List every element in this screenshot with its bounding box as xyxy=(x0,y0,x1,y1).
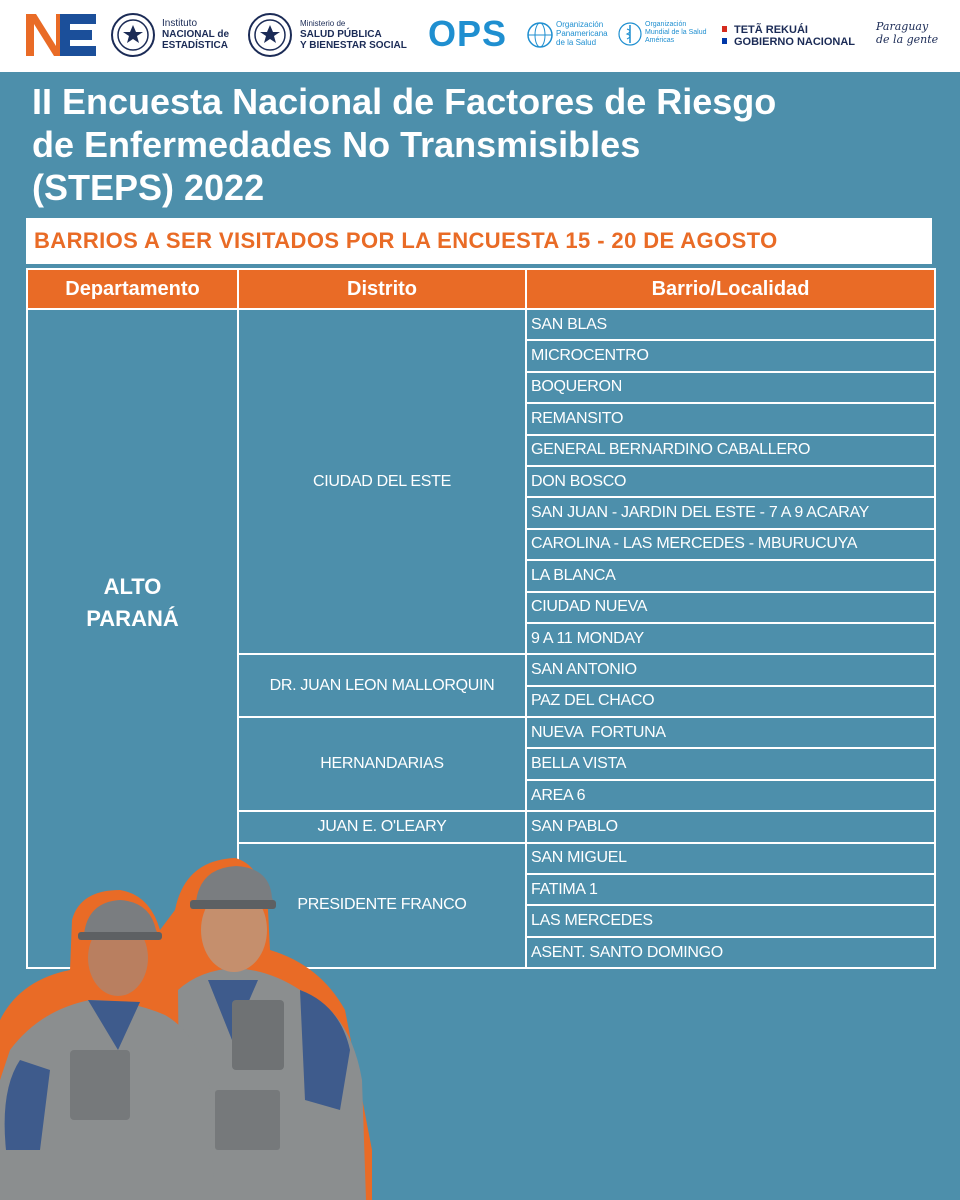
table-row xyxy=(27,309,935,340)
barrio-cell: LAS MERCEDES xyxy=(526,905,935,936)
barrio-cell: PAZ DEL CHACO xyxy=(526,686,935,717)
barrio-cell: ASENT. SANTO DOMINGO xyxy=(526,937,935,968)
barrio-cell: REMANSITO xyxy=(526,403,935,434)
barrio-cell: SAN PABLO xyxy=(526,811,935,842)
distrito-cell: CIUDAD DEL ESTE xyxy=(238,309,526,654)
header-distrito: Distrito xyxy=(238,269,526,309)
barrio-cell: MICROCENTRO xyxy=(526,340,935,371)
barrio-cell: BELLA VISTA xyxy=(526,748,935,779)
table-header-row xyxy=(27,269,935,309)
title-line-2: de Enfermedades No Transmisibles xyxy=(32,124,641,165)
barrio-cell: GENERAL BERNARDINO CABALLERO xyxy=(526,435,935,466)
oms-text: Organización Mundial de la Salud Américas xyxy=(645,21,707,44)
ops-globe-icon xyxy=(527,22,553,48)
distrito-cell: DR. JUAN LEON MALLORQUIN xyxy=(238,654,526,717)
ine-logo xyxy=(26,12,96,58)
ops-text: Organización Panamericana de la Salud xyxy=(556,20,608,47)
barrio-cell: 9 A 11 MONDAY xyxy=(526,623,935,654)
barrio-cell: FATIMA 1 xyxy=(526,874,935,905)
barrio-cell: CIUDAD NUEVA xyxy=(526,592,935,623)
title-line-3: (STEPS) 2022 xyxy=(32,167,265,208)
barrio-cell: SAN JUAN - JARDIN DEL ESTE - 7 A 9 ACARAY xyxy=(526,497,935,528)
distrito-cell: HERNANDARIAS xyxy=(238,717,526,811)
survey-workers-photo xyxy=(0,850,380,1200)
subtitle-banner xyxy=(26,218,932,264)
departamento-line-1: ALTO xyxy=(103,573,162,599)
national-seal-icon xyxy=(111,13,155,57)
header-departamento: Departamento xyxy=(27,269,238,309)
barrio-cell: SAN ANTONIO xyxy=(526,654,935,685)
barrio-cell: BOQUERON xyxy=(526,372,935,403)
distrito-cell: JUAN E. O'LEARY xyxy=(238,811,526,842)
barrio-cell: SAN MIGUEL xyxy=(526,843,935,874)
barrio-cell: NUEVA FORTUNA xyxy=(526,717,935,748)
barrio-cell: AREA 6 xyxy=(526,780,935,811)
who-globe-icon xyxy=(618,22,642,46)
header-barrio: Barrio/Localidad xyxy=(526,269,935,309)
barrio-cell: LA BLANCA xyxy=(526,560,935,591)
distrito-cell: PRESIDENTE FRANCO xyxy=(238,843,526,969)
logo-bar xyxy=(0,0,960,72)
barrio-cell: CAROLINA - LAS MERCEDES - MBURUCUYA xyxy=(526,529,935,560)
paraguay-de-la-gente-text: Paraguay de la gente xyxy=(876,20,939,46)
ministerio-salud-text: Ministerio de SALUD PÚBLICA Y BIENESTAR SOCIAL xyxy=(300,19,407,51)
barrio-cell: SAN BLAS xyxy=(526,309,935,340)
subtitle: BARRIOS A SER VISITADOS POR LA ENCUESTA 15 - 20 DE AGOSTO xyxy=(34,228,778,253)
departamento-line-2: PARANÁ xyxy=(86,605,179,631)
title-line-1: II Encuesta Nacional de Factores de Riesgo xyxy=(32,81,777,122)
paraguay-flag-icon xyxy=(722,26,727,44)
instituto-estadistica-text: Instituto NACIONAL de ESTADÍSTICA xyxy=(162,18,230,51)
ministry-seal-icon xyxy=(248,13,292,57)
page-title xyxy=(32,80,932,209)
gobierno-nacional-text: TETÃ REKUÁI GOBIERNO NACIONAL xyxy=(734,24,855,48)
barrio-cell: DON BOSCO xyxy=(526,466,935,497)
ops-logo: OPS xyxy=(428,13,508,54)
